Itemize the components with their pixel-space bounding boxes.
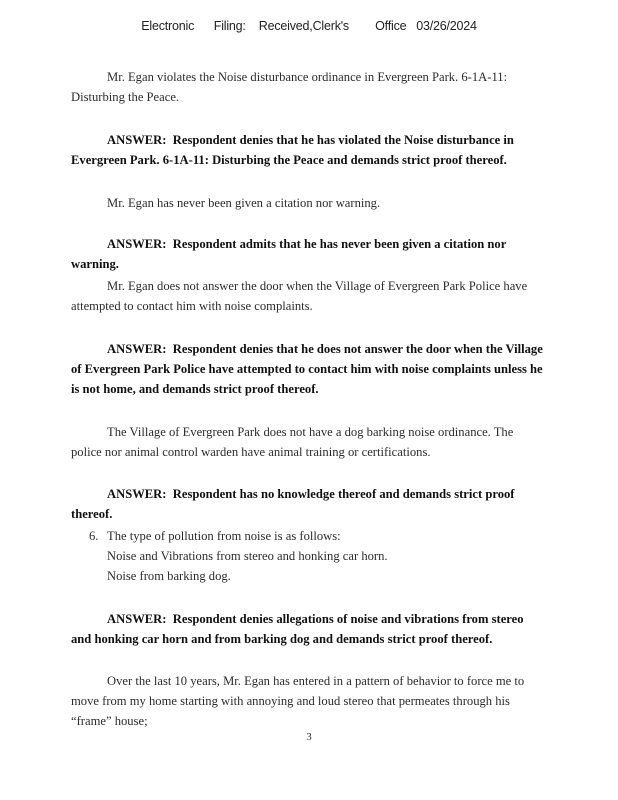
statement-noise-ordinance: [71, 67, 545, 107]
answer-no-citation: [71, 234, 545, 274]
answer-label: ANSWER:: [107, 487, 167, 501]
item-number: 6.: [89, 529, 99, 543]
answer-text: Respondent admits that he has never been given a citation nor warning.: [71, 237, 507, 271]
answer-item-6: [71, 609, 545, 649]
statement-text: The Village of Evergreen Park does not have a dog barking noise ordinance. The police nor animal control warden have animal training or certifications.: [71, 425, 514, 459]
numbered-item-line: Noise and Vibrations from stereo and honking car horn.: [107, 549, 388, 563]
item-text: The type of pollution from noise is as follows:: [107, 529, 341, 543]
statement-text: Mr. Egan does not answer the door when the Village of Evergreen Park Police have attempted to contact him with noise complaints.: [71, 279, 528, 313]
answer-text: Respondent denies allegations of noise and vibrations from stereo and honking car horn and from barking dog and demands strict proof thereof.: [71, 612, 524, 646]
answer-label: ANSWER:: [107, 612, 167, 626]
answer-text: Respondent denies that he does not answer the door when the Village of Evergreen Park Police have attempted to contact him with noise complaints unless he is not home, and demands strict proof thereof.: [71, 342, 543, 396]
answer-label: ANSWER:: [107, 237, 167, 251]
statement-door: [71, 276, 545, 316]
answer-door: [71, 339, 545, 399]
numbered-item-line: [89, 526, 549, 546]
statement-text: Mr. Egan violates the Noise disturbance ordinance in Evergreen Park. 6-1A-11: Disturbing the Peace.: [71, 70, 508, 104]
answer-noise-ordinance: [71, 130, 545, 170]
answer-label: ANSWER:: [107, 342, 167, 356]
statement-text: Over the last 10 years, Mr. Egan has entered in a pattern of behavior to force me to move from my home starting with annoying and loud stereo that permeates through his “frame” house;: [71, 674, 525, 728]
statement-no-citation: [71, 193, 545, 213]
efiling-header: Electronic Filing: Received,Clerk's Office 03/26/2024: [141, 19, 477, 33]
answer-text: Respondent has no knowledge thereof and demands strict proof thereof.: [71, 487, 515, 521]
answer-label: ANSWER:: [107, 133, 167, 147]
answer-text: Respondent denies that he has violated the Noise disturbance in Evergreen Park. 6-1A-11: Disturbing the Peace and demands strict proof thereof.: [71, 133, 514, 167]
statement-pattern-of-behavior: [71, 671, 545, 731]
answer-dog-ordinance: [71, 484, 545, 524]
numbered-item-line: Noise from barking dog.: [107, 569, 231, 583]
statement-text: Mr. Egan has never been given a citation nor warning.: [107, 196, 381, 210]
numbered-item-6: [89, 526, 549, 586]
page-number: 3: [306, 731, 312, 743]
statement-dog-ordinance: [71, 422, 545, 462]
